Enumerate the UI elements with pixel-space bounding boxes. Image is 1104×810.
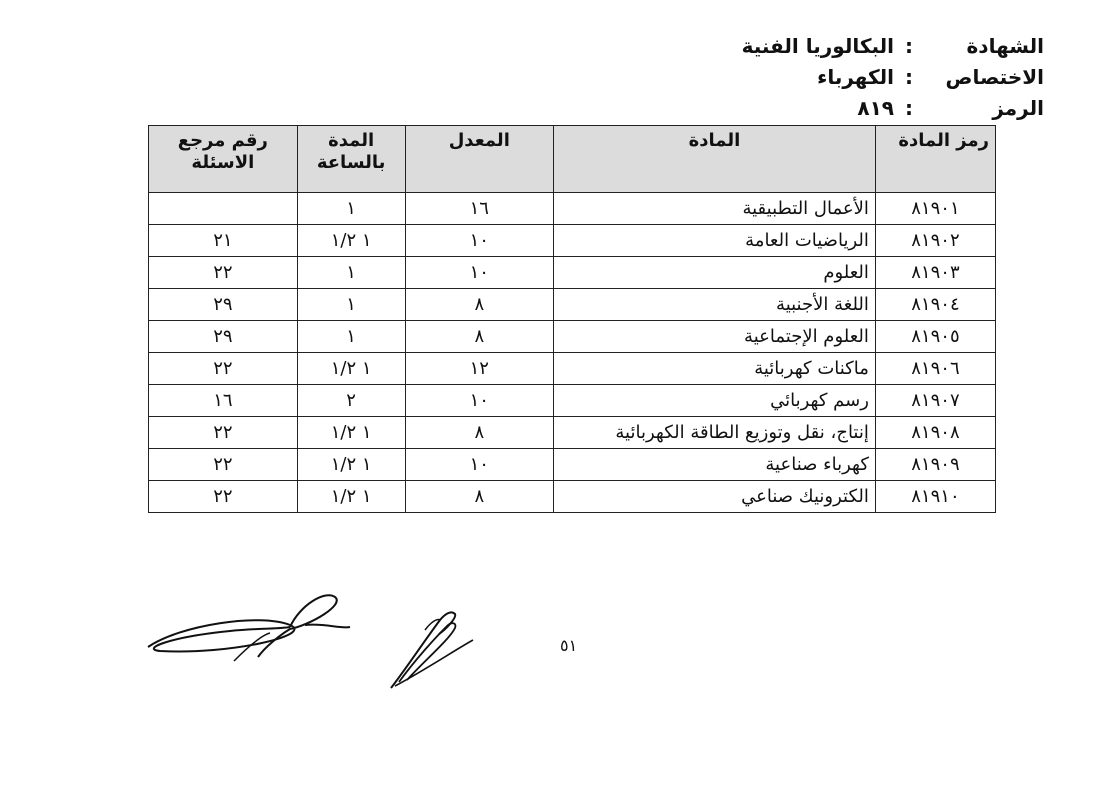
specialization-colon: : [905,64,913,89]
code-colon: : [905,95,913,120]
page-number: ٥١ [560,636,578,655]
cell-code: ٨١٩٠٤ [875,289,995,321]
cell-average: ٨ [405,481,553,513]
table-row [149,257,996,289]
cell-subject: كهرباء صناعية [553,449,875,481]
cell-duration: ١ ١/٢ [297,449,405,481]
specialization-value: الكهرباء [817,64,894,89]
cell-subject: رسم كهربائي [553,385,875,417]
cell-average: ٨ [405,321,553,353]
certificate-label: الشهادة [966,33,1044,58]
cell-reference: ٢٢ [149,417,298,449]
table-row [149,321,996,353]
subjects-table [148,125,996,513]
cell-average: ١٦ [405,193,553,225]
cell-subject: الكترونيك صناعي [553,481,875,513]
specialization-row [694,61,1044,92]
cell-subject: الأعمال التطبيقية [553,193,875,225]
header-duration-line2: بالساعة [316,152,386,173]
certificate-row [694,30,1044,61]
cell-duration: ١ ١/٢ [297,417,405,449]
cell-average: ١٠ [405,449,553,481]
cell-code: ٨١٩٠٨ [875,417,995,449]
cell-average: ٨ [405,289,553,321]
table-row [149,353,996,385]
cell-subject: اللغة الأجنبية [553,289,875,321]
cell-average: ١٠ [405,385,553,417]
table-row [149,193,996,225]
certificate-value: البكالوريا الفنية [741,33,894,58]
cell-duration: ١ [297,289,405,321]
cell-code: ٨١٩٠٥ [875,321,995,353]
cell-duration: ١ [297,321,405,353]
cell-reference: ٢٢ [149,257,298,289]
cell-duration: ١ [297,193,405,225]
cell-subject: الرياضيات العامة [553,225,875,257]
table-row [149,481,996,513]
table-row [149,417,996,449]
signature-left [140,585,360,675]
cell-subject: ماكنات كهربائية [553,353,875,385]
cell-code: ٨١٩٠٢ [875,225,995,257]
certificate-colon: : [905,33,913,58]
cell-reference: ٢٢ [149,449,298,481]
cell-subject: إنتاج، نقل وتوزيع الطاقة الكهربائية [553,417,875,449]
table-row [149,289,996,321]
specialization-label: الاختصاص [945,64,1044,89]
cell-code: ٨١٩١٠ [875,481,995,513]
cell-duration: ١ ١/٢ [297,353,405,385]
header-subject: المادة [553,126,875,193]
cell-average: ٨ [405,417,553,449]
cell-average: ١٢ [405,353,553,385]
document-header [694,30,1044,123]
code-value: ٨١٩ [857,95,894,120]
cell-code: ٨١٩٠٧ [875,385,995,417]
cell-duration: ١ ١/٢ [297,225,405,257]
cell-code: ٨١٩٠٣ [875,257,995,289]
cell-reference: ٢٩ [149,321,298,353]
table-header-row [149,126,996,193]
cell-code: ٨١٩٠٩ [875,449,995,481]
table-body [149,193,996,513]
cell-subject: العلوم الإجتماعية [553,321,875,353]
table-row [149,449,996,481]
header-reference-line1: رقم مرجع [177,130,268,151]
header-duration [297,126,405,193]
cell-duration: ١ ١/٢ [297,481,405,513]
cell-duration: ١ [297,257,405,289]
signature-right [385,600,485,695]
cell-reference: ٢٩ [149,289,298,321]
header-code: رمز المادة [875,126,995,193]
cell-reference [149,193,298,225]
table-row [149,385,996,417]
cell-average: ١٠ [405,257,553,289]
cell-reference: ٢٢ [149,481,298,513]
cell-code: ٨١٩٠١ [875,193,995,225]
cell-reference: ٢٢ [149,353,298,385]
cell-code: ٨١٩٠٦ [875,353,995,385]
code-row [694,92,1044,123]
header-reference-line2: الاسئلة [191,152,255,173]
cell-average: ١٠ [405,225,553,257]
header-reference [149,126,298,193]
cell-duration: ٢ [297,385,405,417]
table-row [149,225,996,257]
header-duration-line1: المدة [328,130,375,151]
cell-reference: ١٦ [149,385,298,417]
cell-reference: ٢١ [149,225,298,257]
cell-subject: العلوم [553,257,875,289]
header-average: المعدل [405,126,553,193]
code-label: الرمز [992,95,1044,120]
